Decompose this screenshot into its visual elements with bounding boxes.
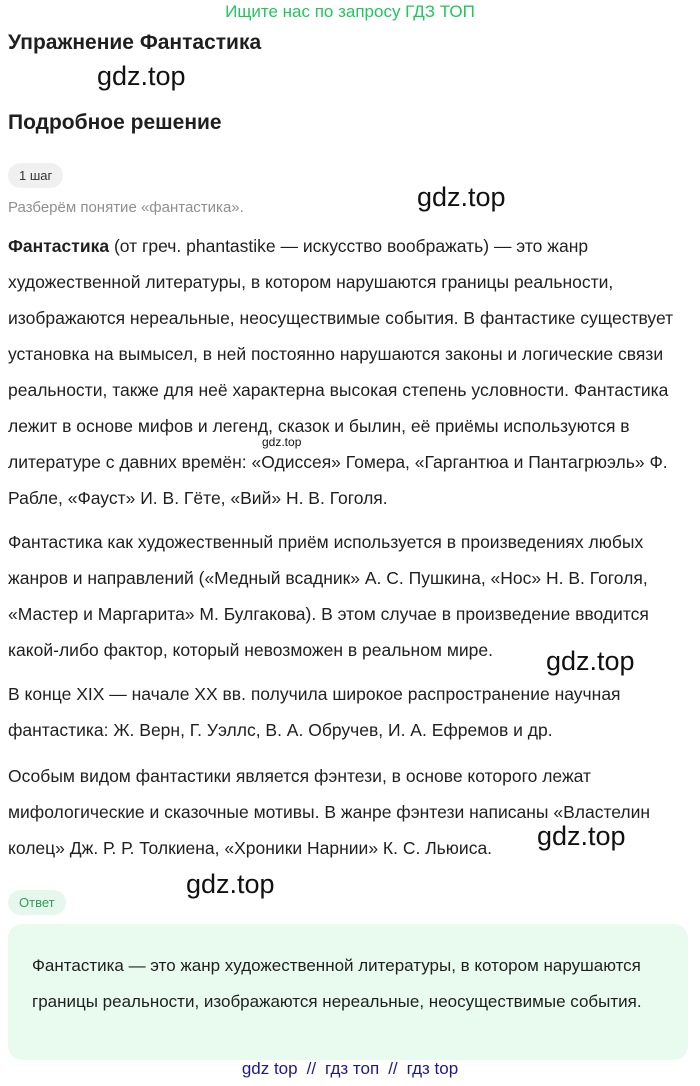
answer-box bbox=[8, 924, 688, 1060]
paragraph-definition bbox=[8, 228, 690, 516]
watermark: gdz.top bbox=[537, 821, 626, 851]
footer-links bbox=[0, 1059, 700, 1079]
watermark: gdz.top bbox=[546, 646, 635, 676]
term-highlight: Фантастика bbox=[8, 236, 110, 256]
step-badge: 1 шаг bbox=[8, 163, 63, 188]
footer-link-gdz-top-mixed[interactable]: гдз top bbox=[406, 1059, 459, 1078]
footer-link-gdz-top-ru[interactable]: гдз топ bbox=[325, 1059, 380, 1078]
paragraph-definition-text: (от греч. phantastike — искусство воображать) — это жанр художественной литературы, в котором нарушаются границы реальности, изображаются нереальные, неосуществимые события. В фантастике существует установка на вымысел, в ней постоянно нарушаются законы и логические связи реальности, также для неё характерна высокая степень условности. Фантастика лежит в основе мифов и легенд, сказок и былин, её приёмы используются в литературе с давних времён: «Одиссея» Гомера, «Гаргантюа и Пантагрюэль» Ф. Рабле, «Фауст» И. В. Гёте, «Вий» Н. В. Гоголя. bbox=[8, 236, 674, 508]
footer-separator: // bbox=[388, 1059, 398, 1078]
exercise-title: Упражнение Фантастика bbox=[8, 31, 262, 54]
paragraph-fantasy: Особым видом фантастики является фэнтези, в основе которого лежат мифологические и сказочные мотивы. В жанре фэнтези написаны «Властелин колец» Дж. Р. Р. Толкиена, «Хроники Нарнии» К. С. Льюиса. bbox=[8, 766, 651, 858]
watermark: gdz.top bbox=[186, 869, 275, 899]
watermark-small: gdz.top bbox=[262, 435, 302, 449]
paragraph-technique: Фантастика как художественный приём используется в произведениях любых жанров и направлений («Медный всадник» А. С. Пушкина, «Нос» Н. В. Гоголя, «Мастер и Маргарита» М. Булгакова). В этом случае в произведение вводится какой-либо фактор, который невозможен в реальном мире. bbox=[8, 532, 649, 660]
footer-separator: // bbox=[306, 1059, 317, 1078]
step-hint: Разберём понятие «фантастика». bbox=[8, 199, 244, 216]
top-banner: Ищите нас по запросу ГДЗ ТОП bbox=[225, 2, 475, 21]
footer-link-gdz-top[interactable]: gdz top bbox=[241, 1059, 298, 1078]
watermark: gdz.top bbox=[417, 182, 506, 212]
watermark: gdz.top bbox=[97, 61, 186, 91]
answer-badge: Ответ bbox=[8, 890, 66, 915]
paragraph-science-fiction: В конце XIX — начале XX вв. получила широкое распространение научная фантастика: Ж. Верн, Г. Уэллс, В. А. Обручев, И. А. Ефремов и др. bbox=[8, 684, 621, 740]
answer-text: Фантастика — это жанр художественной литературы, в котором нарушаются границы реальности, изображаются нереальные, неосуществимые события. bbox=[32, 956, 642, 1011]
solution-title: Подробное решение bbox=[8, 111, 222, 134]
